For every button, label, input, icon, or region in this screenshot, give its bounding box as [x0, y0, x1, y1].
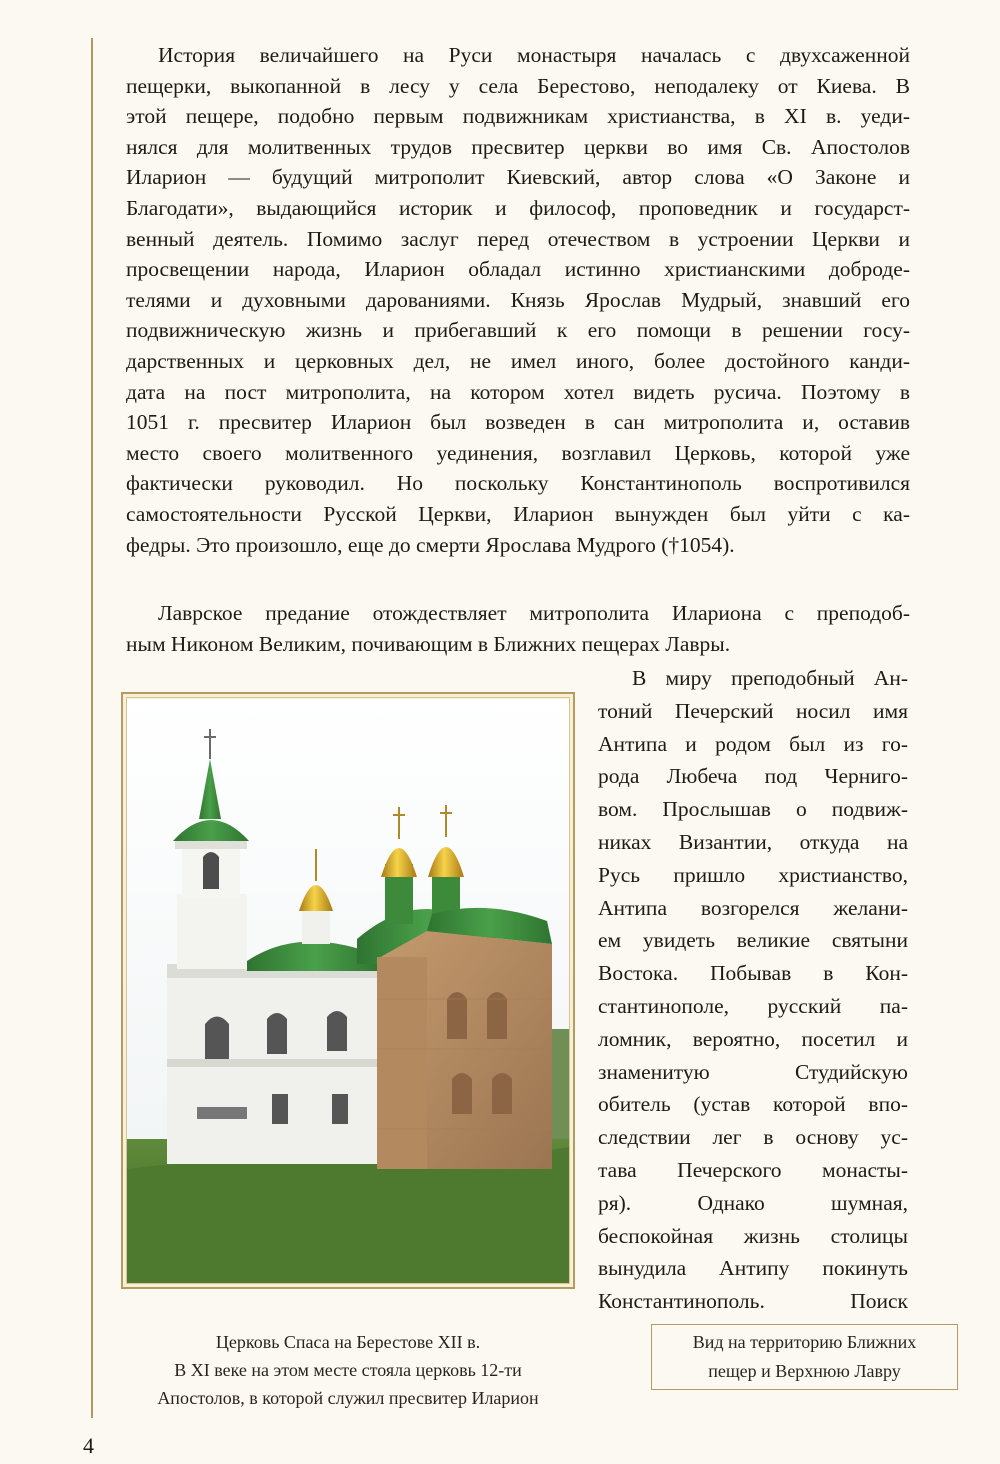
text-line: рода Любеча под Черниго-: [598, 764, 908, 789]
text-line: вом. Прослышав о подвиж-: [598, 797, 908, 822]
text-line: 1051 г. пресвитер Иларион был возведен в сан митрополита и, оставив: [126, 410, 910, 435]
text-line: знаменитую Студийскую: [598, 1059, 908, 1084]
caption-line: Апостолов, в которой служил пресвитер Иларион: [157, 1388, 539, 1408]
text-line: федры. Это произошло, еще до смерти Ярослава Мудрого (†1054).: [126, 532, 735, 557]
paragraph: [598, 662, 908, 1318]
text-line: В миру преподобный Ан-: [632, 666, 908, 690]
text-line: нялся для молитвенных трудов пресвитер церкви во имя Св. Апостолов: [126, 134, 910, 159]
text-line: Благодати», выдающийся историк и философ, проповедник и государст-: [126, 195, 910, 220]
paragraph-antony: [598, 662, 908, 1318]
text-line: Востока. Побывав в Кон-: [598, 961, 908, 986]
text-line: ломник, вероятно, посетил и: [598, 1026, 908, 1051]
text-line: телями и духовными дарованиями. Князь Ярослав Мудрый, знавший его: [126, 287, 910, 312]
text-line: подвижническую жизнь и прибегавший к его помощи в решении госу-: [126, 318, 910, 343]
page-number: 4: [83, 1433, 94, 1458]
text-line: Русь пришло христианство,: [598, 862, 908, 887]
text-line: этой пещере, подобно первым подвижникам христианства, в XI в. уеди-: [126, 104, 910, 129]
text-line: Антипа и родом был из го-: [598, 731, 908, 756]
caption-line: Вид на территорию Ближних: [692, 1332, 917, 1352]
text-line: Антипа возгорелся желани-: [598, 895, 908, 920]
text-line: беспокойная жизнь столицы: [598, 1223, 908, 1248]
text-line: История величайшего на Руси монастыря началась с двухсаженной: [158, 43, 910, 67]
text-line: просвещении народа, Иларион обладал истинно христианскими доброде-: [126, 257, 910, 282]
text-line: самостоятельности Русской Церкви, Иларион вынужден был уйти с ка-: [126, 501, 910, 526]
text-line: стантинополе, русский па-: [598, 993, 908, 1018]
text-line: следствии лег в основу ус-: [598, 1125, 908, 1150]
caption-line: Церковь Спаса на Берестове XII в.: [215, 1332, 481, 1352]
text-line: дарственных и церковных дел, не имел иного, более достойного канди-: [126, 348, 910, 373]
text-line: ря). Однако шумная,: [598, 1190, 908, 1215]
paragraph-tradition: [126, 598, 910, 659]
paragraph: [126, 598, 910, 659]
caption-line: В XI веке на этом месте стояла церковь 12-ти: [174, 1360, 522, 1380]
caption-line: пещер и Верхнюю Лавру: [708, 1361, 901, 1381]
boxed-caption: [651, 1324, 958, 1390]
text-line: пещерки, выкопанной в лесу у села Берестово, неподалеку от Киева. В: [126, 73, 910, 98]
photo-caption: [121, 1328, 575, 1412]
text-line: место своего молитвенного уединения, возглавил Церковь, которой уже: [126, 440, 910, 465]
text-line: фактически руководил. Но поскольку Константинополь воспротивился: [126, 471, 910, 496]
text-line: дата на пост митрополита, на котором хотел видеть русича. Поэтому в: [126, 379, 910, 404]
paragraph-history-body: [126, 40, 910, 560]
margin-rule: [91, 38, 93, 1418]
paragraph: [126, 40, 910, 560]
text-line: Лаврское предание отождествляет митрополита Илариона с преподоб-: [158, 601, 910, 625]
text-line: вынудила Антипу покинуть: [598, 1256, 908, 1281]
text-line: Константинополь. Поиск: [598, 1289, 908, 1314]
text-line: тоний Печерский носил имя: [598, 698, 908, 723]
text-line: Иларион — будущий митрополит Киевский, автор слова «О Законе и: [126, 165, 910, 190]
text-line: ным Никоном Великим, почивающим в Ближних пещерах Лавры.: [126, 631, 731, 656]
text-line: никах Византии, откуда на: [598, 829, 908, 854]
text-line: обитель (устав которой впо-: [598, 1092, 908, 1117]
text-line: ем увидеть великие святыни: [598, 928, 908, 953]
text-line: тава Печерского монасты-: [598, 1157, 908, 1182]
church-photo: [127, 699, 569, 1283]
text-line: венный деятель. Помимо заслуг перед отечеством в устроении Церкви и: [126, 226, 910, 251]
